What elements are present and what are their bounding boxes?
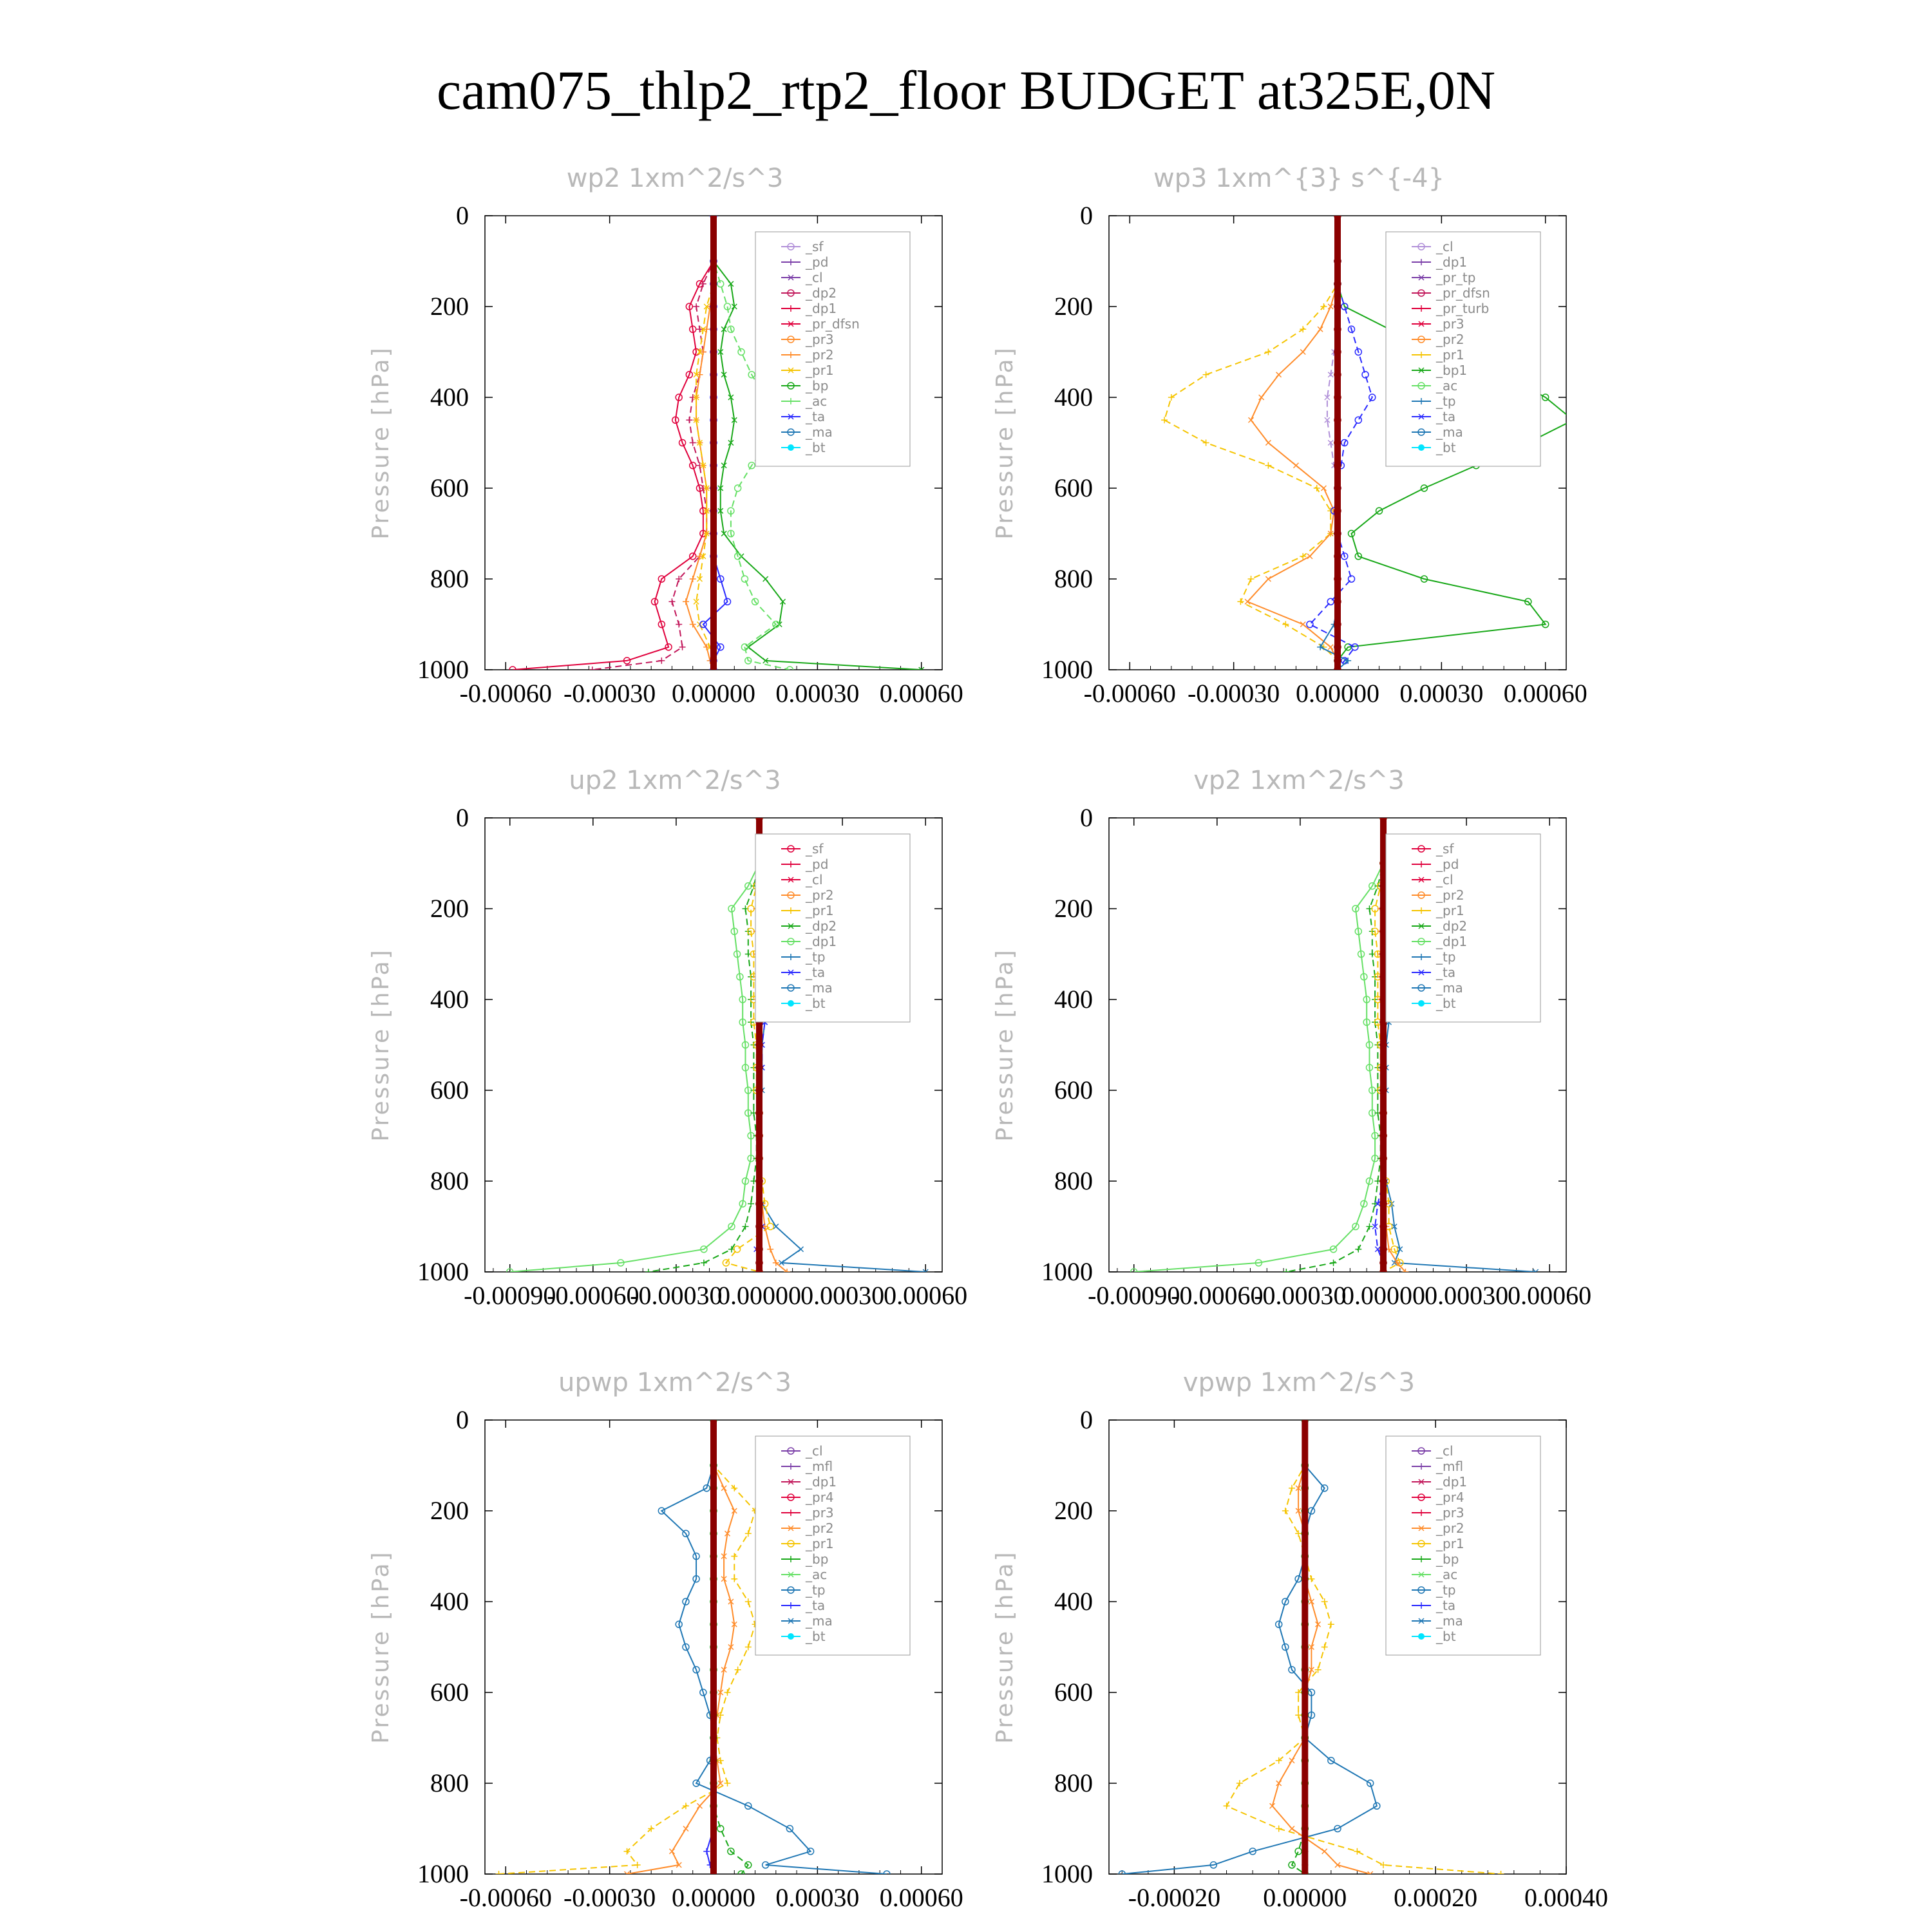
legend-label: _pr3 bbox=[1436, 316, 1464, 332]
series-point bbox=[1237, 598, 1244, 605]
legend-label: _pd bbox=[1436, 857, 1459, 872]
series-point bbox=[1321, 1598, 1328, 1605]
series-point bbox=[1248, 576, 1255, 582]
series-point bbox=[742, 1224, 748, 1230]
y-tick-label: 1000 bbox=[417, 1859, 469, 1888]
y-tick-label: 800 bbox=[430, 1166, 469, 1195]
x-tick-label: 0.00000 bbox=[672, 679, 755, 708]
series-point bbox=[1265, 440, 1271, 446]
series-point bbox=[1168, 394, 1175, 401]
x-tick-label: 0.00040 bbox=[1524, 1883, 1608, 1912]
y-tick-label: 600 bbox=[1054, 1678, 1093, 1707]
x-tick-label: 0.00060 bbox=[1508, 1281, 1592, 1310]
y-tick-label: 0 bbox=[1080, 201, 1093, 230]
legend-label: _pr_turb bbox=[1436, 301, 1490, 316]
series-point bbox=[1203, 440, 1209, 446]
x-tick-label: 0.00020 bbox=[1394, 1883, 1478, 1912]
legend-label: _bt bbox=[806, 440, 826, 455]
series-point bbox=[1293, 463, 1298, 468]
legend-label: _ma bbox=[1436, 1613, 1463, 1629]
plot-panel-0 bbox=[368, 164, 963, 708]
series-point bbox=[1224, 1803, 1230, 1809]
legend-label: _pr4 bbox=[806, 1490, 834, 1505]
y-axis-label: Pressure [hPa] bbox=[368, 346, 394, 540]
y-tick-label: 400 bbox=[430, 383, 469, 412]
legend-label: _dp2 bbox=[806, 918, 837, 934]
y-tick-label: 800 bbox=[430, 564, 469, 593]
series-point bbox=[683, 598, 689, 605]
series-line bbox=[1134, 818, 1383, 1272]
series-point bbox=[731, 1553, 737, 1560]
y-tick-label: 600 bbox=[1054, 473, 1093, 502]
series-point bbox=[734, 1246, 741, 1253]
legend-label: _dp1 bbox=[1436, 1474, 1468, 1490]
series-point bbox=[1300, 350, 1305, 355]
plot-title: wp3 1xm^{3} s^{-4} bbox=[1153, 164, 1445, 193]
series-point bbox=[735, 1667, 741, 1673]
legend-label: _tp bbox=[1436, 949, 1456, 965]
legend-label: _pr2 bbox=[1436, 1520, 1464, 1536]
series-point bbox=[1321, 1644, 1328, 1651]
legend-label: _pd bbox=[806, 254, 829, 270]
legend-label: _pr2 bbox=[806, 887, 834, 903]
series-point bbox=[1355, 417, 1361, 423]
y-axis-label: Pressure [hPa] bbox=[992, 346, 1018, 540]
page-title: cam075_thlp2_rtp2_floor BUDGET at325E,0N bbox=[436, 59, 1496, 121]
y-tick-label: 200 bbox=[430, 1496, 469, 1525]
series-point bbox=[690, 440, 696, 446]
series-point bbox=[634, 1862, 641, 1868]
series-point bbox=[1289, 1758, 1294, 1763]
series-point bbox=[1355, 1246, 1361, 1253]
y-tick-label: 400 bbox=[1054, 985, 1093, 1014]
y-tick-label: 200 bbox=[1054, 1496, 1093, 1525]
legend-label: _pr3 bbox=[806, 1505, 834, 1520]
y-tick-label: 800 bbox=[1054, 1166, 1093, 1195]
legend-label: _bp1 bbox=[1436, 363, 1468, 378]
legend-label: _dp1 bbox=[806, 1474, 837, 1490]
series-point bbox=[1318, 327, 1323, 332]
legend-label: _pr1 bbox=[806, 1536, 834, 1551]
series-point bbox=[767, 1246, 773, 1253]
series-point bbox=[745, 1598, 752, 1605]
series-point bbox=[1249, 417, 1254, 422]
x-tick-label: -0.00090 bbox=[1088, 1281, 1180, 1310]
series-point bbox=[748, 1200, 754, 1207]
series-point bbox=[1308, 1576, 1314, 1582]
legend-label: _bt bbox=[1436, 996, 1456, 1011]
legend-label: _tp bbox=[806, 1582, 826, 1598]
legend-label: _sf bbox=[1436, 841, 1454, 857]
series-point bbox=[645, 1269, 652, 1275]
legend-label: _ma bbox=[1436, 424, 1463, 440]
series-point bbox=[1265, 462, 1271, 469]
legend-label: _mfl bbox=[1436, 1459, 1464, 1474]
y-tick-label: 1000 bbox=[417, 655, 469, 684]
legend-label: _cl bbox=[806, 1443, 823, 1459]
legend-label: _bt bbox=[1436, 1629, 1456, 1644]
y-tick-label: 600 bbox=[430, 1678, 469, 1707]
x-tick-label: 0.00060 bbox=[879, 679, 963, 708]
plot-title: upwp 1xm^2/s^3 bbox=[558, 1368, 791, 1397]
series-point bbox=[703, 1848, 710, 1855]
series-point bbox=[1295, 1530, 1302, 1537]
y-tick-label: 800 bbox=[1054, 1768, 1093, 1797]
series-point bbox=[717, 1712, 724, 1718]
legend-label: _dp1 bbox=[1436, 254, 1468, 270]
legend-label: _pr3 bbox=[806, 332, 834, 347]
legend-label: _pr1 bbox=[1436, 903, 1464, 918]
series-line bbox=[627, 1420, 735, 1874]
series-point bbox=[496, 1871, 502, 1877]
y-tick-label: 200 bbox=[430, 292, 469, 321]
y-tick-label: 400 bbox=[430, 1587, 469, 1616]
series-point bbox=[1328, 1621, 1334, 1627]
legend-label: _pr2 bbox=[1436, 887, 1464, 903]
x-tick-label: -0.00030 bbox=[563, 679, 656, 708]
legend-label: _pr2 bbox=[1436, 332, 1464, 347]
y-tick-label: 400 bbox=[1054, 1587, 1093, 1616]
series-point bbox=[1314, 485, 1320, 491]
legend-marker bbox=[1418, 1633, 1425, 1640]
legend-label: _cl bbox=[1436, 872, 1454, 887]
legend-label: _pr2 bbox=[806, 1520, 834, 1536]
y-tick-label: 800 bbox=[430, 1768, 469, 1797]
series-point bbox=[696, 372, 703, 378]
legend-label: _ta bbox=[1436, 1598, 1456, 1613]
series-point bbox=[741, 576, 748, 582]
plot-panel-1 bbox=[992, 164, 1587, 708]
legend-label: _pr2 bbox=[806, 347, 834, 363]
x-tick-label: -0.00030 bbox=[1187, 679, 1280, 708]
series-point bbox=[1161, 417, 1168, 423]
legend-label: _tp bbox=[1436, 393, 1456, 409]
legend-label: _dp1 bbox=[1436, 934, 1468, 949]
legend-label: _dp1 bbox=[806, 934, 837, 949]
legend-label: _ma bbox=[806, 424, 833, 440]
legend-label: _bt bbox=[1436, 440, 1456, 455]
x-tick-label: 0.00060 bbox=[884, 1281, 968, 1310]
series-point bbox=[679, 644, 686, 650]
series-point bbox=[745, 1644, 752, 1651]
series-point bbox=[1498, 1871, 1504, 1877]
series-line bbox=[1247, 216, 1338, 670]
series-point bbox=[1236, 1780, 1243, 1786]
series-point bbox=[683, 1826, 688, 1832]
series-point bbox=[658, 658, 665, 664]
series-point bbox=[1276, 1826, 1282, 1832]
series-point bbox=[1307, 554, 1312, 559]
legend-label: _pr1 bbox=[806, 363, 834, 378]
legend-label: _cl bbox=[806, 872, 823, 887]
series-point bbox=[1282, 1508, 1289, 1514]
legend-label: _tp bbox=[1436, 1582, 1456, 1598]
series-point bbox=[773, 1224, 779, 1229]
y-tick-label: 1000 bbox=[1041, 655, 1093, 684]
legend-label: _pr_dfsn bbox=[806, 316, 860, 332]
series-point bbox=[697, 1803, 702, 1808]
legend-marker bbox=[788, 1633, 794, 1640]
legend-label: _ac bbox=[1436, 378, 1458, 393]
plot-panel-3 bbox=[992, 766, 1591, 1310]
series-point bbox=[799, 1247, 804, 1252]
y-tick-label: 0 bbox=[1080, 1405, 1093, 1434]
x-tick-label: 0.00030 bbox=[775, 1883, 860, 1912]
legend-label: _ac bbox=[1436, 1567, 1458, 1582]
plot-title: up2 1xm^2/s^3 bbox=[569, 766, 781, 795]
x-tick-label: 0.00000 bbox=[1263, 1883, 1347, 1912]
series-point bbox=[735, 485, 741, 491]
legend-label: _pr_tp bbox=[1436, 270, 1476, 285]
y-tick-label: 400 bbox=[430, 985, 469, 1014]
x-tick-label: -0.00060 bbox=[459, 679, 552, 708]
y-tick-label: 1000 bbox=[417, 1257, 469, 1286]
legend-label: _ta bbox=[806, 965, 826, 980]
series-point bbox=[721, 1486, 726, 1491]
series-point bbox=[690, 576, 696, 582]
x-tick-label: 0.00030 bbox=[775, 679, 860, 708]
series-point bbox=[1349, 576, 1355, 582]
legend-label: _dp2 bbox=[1436, 918, 1468, 934]
series-line bbox=[510, 818, 759, 1272]
series-point bbox=[1317, 644, 1323, 650]
series-point bbox=[1265, 576, 1271, 582]
series-point bbox=[700, 349, 706, 355]
legend-label: _dp1 bbox=[806, 301, 837, 316]
legend-label: _sf bbox=[806, 239, 824, 254]
series-point bbox=[1282, 621, 1289, 628]
x-tick-label: 0.00060 bbox=[1503, 679, 1587, 708]
legend-label: _bp bbox=[806, 378, 829, 393]
y-tick-label: 600 bbox=[430, 473, 469, 502]
legend-label: _cl bbox=[806, 270, 823, 285]
series-point bbox=[1570, 417, 1577, 423]
legend-label: _ta bbox=[1436, 965, 1456, 980]
legend-label: _pr3 bbox=[1436, 1505, 1464, 1520]
plot-title: wp2 1xm^2/s^3 bbox=[566, 164, 784, 193]
legend-label: _ta bbox=[806, 409, 826, 424]
series-point bbox=[1328, 645, 1333, 650]
legend-label: _cl bbox=[1436, 239, 1454, 254]
y-tick-label: 0 bbox=[1080, 803, 1093, 832]
y-tick-label: 600 bbox=[430, 1075, 469, 1104]
plot-title: vp2 1xm^2/s^3 bbox=[1193, 766, 1405, 795]
legend-marker bbox=[788, 444, 794, 451]
x-tick-label: 0.00030 bbox=[800, 1281, 885, 1310]
x-tick-label: -0.00030 bbox=[1254, 1281, 1347, 1310]
legend-label: _pr1 bbox=[806, 903, 834, 918]
series-point bbox=[724, 1689, 731, 1696]
series-point bbox=[1366, 1224, 1372, 1230]
y-tick-label: 1000 bbox=[1041, 1859, 1093, 1888]
y-tick-label: 0 bbox=[456, 201, 469, 230]
legend-label: _pd bbox=[806, 857, 829, 872]
legend-label: _mfl bbox=[806, 1459, 833, 1474]
series-point bbox=[1307, 621, 1313, 628]
x-tick-label: 0.00000 bbox=[1341, 1281, 1425, 1310]
y-tick-label: 200 bbox=[1054, 894, 1093, 923]
legend-label: _pr_dfsn bbox=[1436, 285, 1490, 301]
series-point bbox=[676, 621, 682, 628]
legend-label: _bt bbox=[806, 996, 826, 1011]
legend-label: _ma bbox=[1436, 980, 1463, 996]
series-point bbox=[1322, 1849, 1327, 1854]
series-point bbox=[589, 667, 596, 673]
series-point bbox=[1289, 1826, 1294, 1832]
series-point bbox=[745, 1530, 752, 1537]
legend-label: _bt bbox=[806, 1629, 826, 1644]
x-tick-label: 0.00000 bbox=[1296, 679, 1379, 708]
series-point bbox=[717, 1757, 724, 1764]
series-point bbox=[669, 1849, 674, 1854]
series-point bbox=[693, 303, 699, 310]
x-tick-label: 0.00060 bbox=[879, 1883, 963, 1912]
y-tick-label: 0 bbox=[456, 1405, 469, 1434]
series-line bbox=[1164, 216, 1338, 670]
series-line bbox=[1122, 1420, 1377, 1874]
x-tick-label: -0.00060 bbox=[547, 1281, 639, 1310]
series-point bbox=[1331, 1260, 1337, 1266]
x-tick-label: -0.00030 bbox=[563, 1883, 656, 1912]
legend-label: _cl bbox=[1436, 1443, 1454, 1459]
series-point bbox=[1327, 598, 1334, 605]
y-tick-label: 200 bbox=[430, 894, 469, 923]
legend-label: _tp bbox=[806, 949, 826, 965]
series-point bbox=[1295, 1712, 1302, 1718]
plot-panel-4 bbox=[368, 1368, 963, 1912]
legend-label: _pr1 bbox=[1436, 347, 1464, 363]
legend-label: _ta bbox=[806, 1598, 826, 1613]
legend-label: _ac bbox=[806, 393, 828, 409]
y-tick-label: 800 bbox=[1054, 564, 1093, 593]
x-tick-label: -0.00090 bbox=[464, 1281, 556, 1310]
y-tick-label: 400 bbox=[1054, 383, 1093, 412]
legend-label: _pr1 bbox=[1436, 1536, 1464, 1551]
x-tick-label: 0.00000 bbox=[717, 1281, 801, 1310]
series-point bbox=[1321, 486, 1326, 491]
plot-panel-5 bbox=[992, 1368, 1608, 1912]
series-point bbox=[1354, 1848, 1360, 1855]
legend-label: _dp2 bbox=[806, 285, 837, 301]
series-point bbox=[1300, 622, 1305, 627]
legend-label: _bp bbox=[1436, 1551, 1459, 1567]
series-point bbox=[767, 1224, 773, 1230]
y-tick-label: 0 bbox=[456, 803, 469, 832]
series-point bbox=[686, 417, 692, 423]
y-tick-label: 600 bbox=[1054, 1075, 1093, 1104]
x-tick-label: -0.00060 bbox=[1083, 679, 1176, 708]
plot-title: vpwp 1xm^2/s^3 bbox=[1182, 1368, 1416, 1397]
x-tick-label: 0.00030 bbox=[1425, 1281, 1509, 1310]
y-axis-label: Pressure [hPa] bbox=[992, 948, 1018, 1142]
x-tick-label: 0.00000 bbox=[672, 1883, 755, 1912]
series-point bbox=[701, 1260, 707, 1266]
legend-label: _sf bbox=[806, 841, 824, 857]
series-point bbox=[1259, 395, 1264, 400]
series-point bbox=[763, 576, 768, 582]
legend-marker bbox=[1418, 444, 1425, 451]
series-point bbox=[1295, 1848, 1302, 1855]
series-point bbox=[1203, 372, 1209, 378]
y-axis-label: Pressure [hPa] bbox=[992, 1550, 1018, 1744]
series-point bbox=[738, 349, 744, 355]
legend-label: _ma bbox=[806, 1613, 833, 1629]
y-tick-label: 200 bbox=[1054, 292, 1093, 321]
series-point bbox=[703, 326, 710, 332]
y-axis-label: Pressure [hPa] bbox=[368, 948, 394, 1142]
y-tick-label: 1000 bbox=[1041, 1257, 1093, 1286]
x-tick-label: 0.00030 bbox=[1399, 679, 1484, 708]
x-tick-label: -0.00060 bbox=[1171, 1281, 1264, 1310]
legend-label: _ma bbox=[806, 980, 833, 996]
legend-marker bbox=[788, 1000, 794, 1007]
series-point bbox=[668, 598, 675, 605]
x-tick-label: -0.00020 bbox=[1128, 1883, 1221, 1912]
y-axis-label: Pressure [hPa] bbox=[368, 1550, 394, 1744]
series-point bbox=[1380, 1862, 1387, 1868]
legend-label: _bp bbox=[806, 1551, 829, 1567]
series-point bbox=[1265, 349, 1271, 355]
series-point bbox=[690, 621, 696, 628]
x-tick-label: -0.00030 bbox=[630, 1281, 723, 1310]
series-point bbox=[696, 326, 703, 332]
series-point bbox=[724, 1780, 731, 1786]
series-point bbox=[1375, 1247, 1380, 1252]
series-point bbox=[1283, 1269, 1289, 1275]
x-tick-label: -0.00060 bbox=[459, 1883, 552, 1912]
legend-marker bbox=[1418, 1000, 1425, 1007]
series-point bbox=[731, 1576, 737, 1582]
series-point bbox=[1245, 599, 1250, 604]
plot-panel-2 bbox=[368, 766, 967, 1310]
legend-label: _pr4 bbox=[1436, 1490, 1464, 1505]
series-point bbox=[1276, 372, 1282, 377]
series-point bbox=[1289, 1485, 1295, 1492]
legend-label: _ta bbox=[1436, 409, 1456, 424]
legend-label: _ac bbox=[806, 1567, 828, 1582]
